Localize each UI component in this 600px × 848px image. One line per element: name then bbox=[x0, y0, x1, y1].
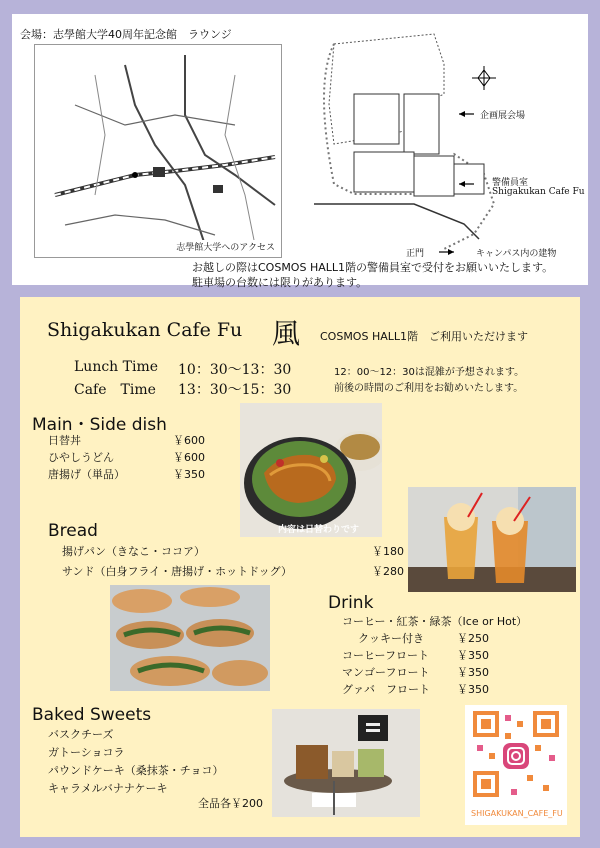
cafe-location-label: Shigakukan Cafe Fu bbox=[492, 187, 585, 197]
campus-buildings-label: キャンパス内の建物 bbox=[476, 249, 557, 259]
crowd-notice-2: 前後の時間のご利用をお勧めいたします。 bbox=[334, 383, 524, 394]
access-section bbox=[12, 14, 588, 289]
main-dish-list bbox=[48, 432, 205, 483]
main-dish-photo bbox=[240, 403, 382, 537]
drink-photo bbox=[408, 487, 576, 592]
cafe-location: COSMOS HALL1階 ご利用いただけます bbox=[320, 330, 529, 343]
notice-line-1: お越しの際はCOSMOS HALL1階の警備員室で受付をお願いいたします。 bbox=[192, 261, 554, 274]
list-item: 唐揚げ（単品） ￥350 bbox=[48, 468, 205, 481]
drink-list bbox=[342, 613, 527, 698]
cafe-time-hours: 13：30～15：30 bbox=[178, 382, 292, 398]
instagram-qr-code[interactable] bbox=[465, 705, 567, 825]
campus-map-drawing bbox=[294, 24, 584, 256]
list-item: コーヒーフロート ￥350 bbox=[342, 649, 489, 662]
bread-photo bbox=[110, 585, 270, 691]
list-item: 揚げパン（きなこ・ココア） ￥180 bbox=[62, 545, 404, 558]
cafe-kanji: 風 bbox=[272, 317, 301, 350]
list-item: グァバ フロート ￥350 bbox=[342, 683, 489, 696]
guard-room-label: 警備員室 bbox=[492, 178, 529, 188]
drink-title: Drink bbox=[328, 593, 374, 613]
access-map-caption: 志學館大学へのアクセス bbox=[176, 240, 275, 253]
list-item: キャラメルバナナケーキ bbox=[48, 782, 168, 795]
list-item: ひやしうどん ￥600 bbox=[48, 451, 205, 464]
lunch-time-hours: 10：30～13：30 bbox=[178, 362, 292, 378]
list-item: コーヒー・紅茶・緑茶（Ice or Hot） bbox=[342, 615, 528, 628]
bread-title: Bread bbox=[48, 521, 98, 541]
main-dish-title: Main・Side dish bbox=[32, 415, 167, 435]
bread-list bbox=[62, 542, 404, 582]
list-item: 日替丼 ￥600 bbox=[48, 434, 205, 447]
venue-label: 会場：志學館大学40周年記念館 ラウンジ bbox=[20, 28, 232, 41]
sweets-photo bbox=[272, 709, 420, 817]
access-map-drawing bbox=[35, 45, 281, 257]
cafe-name: Shigakukan Cafe Fu bbox=[47, 319, 243, 341]
list-item: サンド（白身フライ・唐揚げ・ホットドッグ） ￥280 bbox=[62, 565, 404, 578]
sweets-all-price: 全品各￥200 bbox=[198, 797, 263, 810]
cafe-time-label: Cafe Time bbox=[74, 382, 156, 398]
list-item: パウンドケーキ（桑抹茶・チョコ） bbox=[48, 764, 224, 777]
list-item: バスクチーズ bbox=[48, 728, 114, 741]
qr-code-graphic bbox=[465, 705, 567, 805]
list-item: ガトーショコラ bbox=[48, 746, 125, 759]
cafe-menu bbox=[20, 297, 580, 837]
list-item: マンゴーフロート ￥350 bbox=[342, 666, 489, 679]
list-item: クッキー付き ￥250 bbox=[358, 632, 489, 645]
notice-line-2: 駐車場の台数には限りがあります。 bbox=[192, 276, 368, 289]
sweets-title: Baked Sweets bbox=[32, 705, 152, 725]
instagram-handle: SHIGAKUKAN_CAFE_FU bbox=[471, 809, 563, 818]
main-gate-label: 正門 bbox=[406, 249, 425, 259]
exhibition-label: 企画展会場 bbox=[480, 111, 526, 121]
notice bbox=[192, 260, 553, 290]
sweets-list bbox=[48, 726, 223, 798]
crowd-notice-1: 12：00～12：30は混雑が予想されます。 bbox=[334, 367, 525, 378]
campus-map bbox=[294, 24, 585, 259]
photo-caption: 内容は日替わりです bbox=[278, 525, 360, 535]
lunch-time-label: Lunch Time bbox=[74, 359, 159, 375]
access-map bbox=[34, 44, 282, 258]
